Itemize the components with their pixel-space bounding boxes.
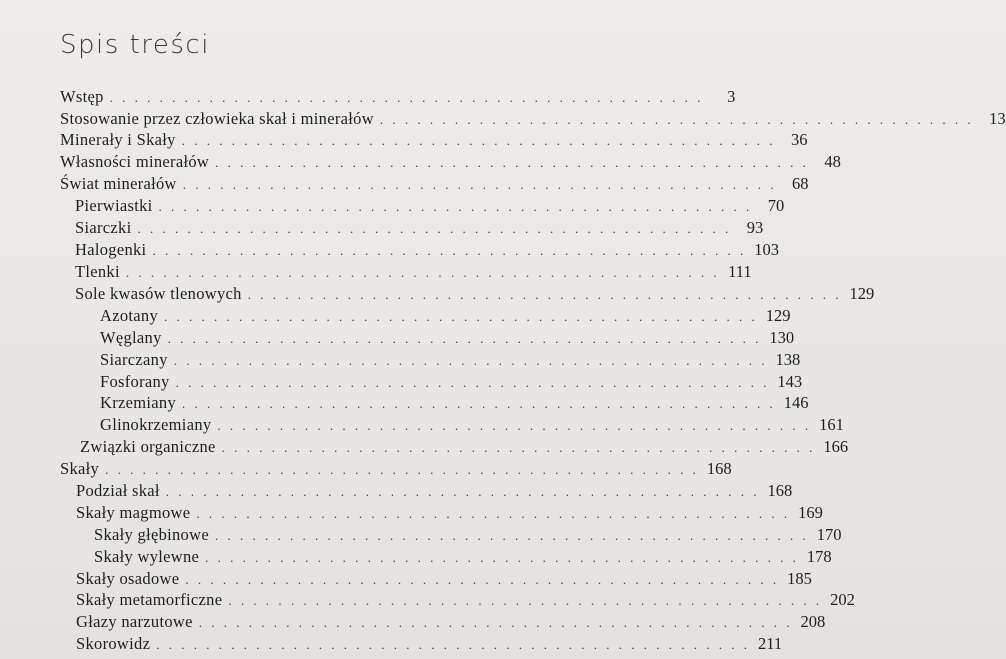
dot-leader: . . . . . . . . . . . . . . . . . . . . . . . . . . . . . . . . . . . . . . . . . . . . . . . . xyxy=(158,199,753,214)
dot-leader: . . . . . . . . . . . . . . . . . . . . . . . . . . . . . . . . . . . . . . . . . . . . . . . . xyxy=(182,396,776,411)
toc-entry xyxy=(75,240,779,262)
toc-entry-label: Skały xyxy=(60,459,100,478)
dot-leader: . . . . . . . . . . . . . . . . . . . . . . . . . . . . . . . . . . . . . . . . . . . . . . . . xyxy=(221,440,816,455)
toc-entry-label: Azotany xyxy=(100,306,158,325)
toc-entry-page: 143 xyxy=(777,372,803,391)
toc-entry-label: Świat minerałów xyxy=(60,174,177,193)
dot-leader: . . . . . . . . . . . . . . . . . . . . . . . . . . . . . . . . . . . . . . . . . . . . . . . . xyxy=(247,287,842,302)
toc-entry xyxy=(100,393,809,415)
toc-entry-page: 170 xyxy=(816,525,842,544)
toc-entry-label: Skały głębinowe xyxy=(94,525,209,544)
toc-entry xyxy=(60,87,736,109)
toc-entry-page: 93 xyxy=(746,218,764,237)
toc-entry-page: 130 xyxy=(769,328,795,347)
toc-entry xyxy=(60,109,1006,131)
toc-entry-page: 178 xyxy=(806,547,832,566)
dot-leader: . . . . . . . . . . . . . . . . . . . . . . . . . . . . . . . . . . . . . . . . . . . . . . . . xyxy=(175,375,770,390)
dot-leader: . . . . . . . . . . . . . . . . . . . . . . . . . . . . . . . . . . . . . . . . . . . . . . . . xyxy=(205,550,799,565)
toc-entry xyxy=(60,130,808,152)
dot-leader: . . . . . . . . . . . . . . . . . . . . . . . . . . . . . . . . . . . . . . . . . . . . . . . . xyxy=(173,353,768,368)
dot-leader: . . . . . . . . . . . . . . . . . . . . . . . . . . . . . . . . . . . . . . . . . . . . . . . . xyxy=(228,593,823,608)
toc-entry xyxy=(100,328,795,350)
dot-leader: . . . . . . . . . . . . . . . . . . . . . . . . . . . . . . . . . . . . . . . . . . . . . . . . xyxy=(182,177,777,192)
toc-entry-page: 166 xyxy=(823,437,849,456)
toc-entry-page: 48 xyxy=(824,152,841,171)
toc-entry xyxy=(100,350,801,372)
toc-entry-label: Podział skał xyxy=(76,481,160,500)
dot-leader: . . . . . . . . . . . . . . . . . . . . . . . . . . . . . . . . . . . . . . . . . . . . . . . . xyxy=(217,418,812,433)
toc-entry-label: Skały osadowe xyxy=(76,569,180,588)
toc-entry-page: 70 xyxy=(767,196,785,215)
toc-entry xyxy=(60,459,732,481)
toc-entry-label: Siarczany xyxy=(100,350,168,369)
toc-entry xyxy=(75,218,764,240)
toc-entry-page: 103 xyxy=(754,240,779,259)
dot-leader: . . . . . . . . . . . . . . . . . . . . . . . . . . . . . . . . . . . . . . . . . . . . . . . . xyxy=(185,572,780,587)
toc-entry xyxy=(76,612,826,634)
toc-entry-page: 211 xyxy=(757,634,783,653)
dot-leader: . . . . . . . . . . . . . . . . . . . . . . . . . . . . . . . . . . . . . . . . . . . . . . . . xyxy=(152,243,747,258)
dot-leader: . . . . . . . . . . . . . . . . . . . . . . . . . . . . . . . . . . . . . . . . . . . . . . . . xyxy=(167,331,762,346)
toc-entry xyxy=(80,437,849,459)
toc-entry-label: Stosowanie przez człowieka skał i minerałów xyxy=(60,109,374,128)
toc-entry xyxy=(100,415,844,437)
toc-entry-page: 146 xyxy=(783,393,809,412)
toc-entry-label: Związki organiczne xyxy=(80,437,216,456)
toc-entry xyxy=(94,547,832,569)
toc-entry-label: Pierwiastki xyxy=(75,196,153,215)
toc-entry-label: Głazy narzutowe xyxy=(76,612,193,631)
toc-entry-page: 168 xyxy=(706,459,732,478)
toc-entry-label: Węglany xyxy=(100,328,162,347)
dot-leader: . . . . . . . . . . . . . . . . . . . . . . . . . . . . . . . . . . . . . . . . . . . . . . . . xyxy=(198,615,793,630)
toc-entry-label: Sole kwasów tlenowych xyxy=(75,284,242,303)
toc-entry-page: 68 xyxy=(792,174,809,193)
dot-leader: . . . . . . . . . . . . . . . . . . . . . . . . . . . . . . . . . . . . . . . . . . . . . . . . xyxy=(137,221,732,236)
dot-leader: . . . . . . . . . . . . . . . . . . . . . . . . . . . . . . . . . . . . . . . . . . . . . . . . xyxy=(165,484,760,499)
toc-entry xyxy=(100,372,803,394)
dot-leader: . . . . . . . . . . . . . . . . . . . . . . . . . . . . . . . . . . . . . . . . . . . . . . . . xyxy=(156,637,750,652)
toc-entry-label: Skorowidz xyxy=(76,634,151,653)
toc-entry xyxy=(76,481,793,503)
dot-leader: . . . . . . . . . . . . . . . . . . . . . . . . . . . . . . . . . . . . . . . . . . . . . . . . xyxy=(196,506,791,521)
toc-entry-label: Skały magmowe xyxy=(76,503,191,522)
toc-entry-page: 202 xyxy=(830,590,855,609)
toc-entry-label: Wstęp xyxy=(60,87,104,106)
toc-entry-page: 3 xyxy=(727,87,736,106)
toc-entry xyxy=(76,569,812,591)
toc-entry xyxy=(75,262,752,284)
toc-entry xyxy=(75,284,875,306)
dot-leader: . . . . . . . . . . . . . . . . . . . . . . . . . . . . . . . . . . . . . . . . . . . . . . . . xyxy=(164,309,758,324)
toc-entry-label: Fosforany xyxy=(100,372,170,391)
toc-entry-page: 169 xyxy=(798,503,823,522)
toc-entry-label: Skały wylewne xyxy=(94,547,200,566)
toc-entry xyxy=(94,525,842,547)
toc-entry-label: Siarczki xyxy=(75,218,132,237)
toc-entry xyxy=(76,634,783,656)
toc-entry-label: Krzemiany xyxy=(100,393,176,412)
toc-entry xyxy=(60,152,841,174)
toc-entry-label: Skały metamorficzne xyxy=(76,590,223,609)
dot-leader: . . . . . . . . . . . . . . . . . . . . . . . . . . . . . . . . . . . . . . . . . . . . . . . . xyxy=(125,265,720,280)
toc-entry xyxy=(100,306,791,328)
dot-leader: . . . . . . . . . . . . . . . . . . . . . . . . . . . . . . . . . . . . . . . . . . . . . . . . xyxy=(181,133,776,148)
toc-entry-page: 129 xyxy=(849,284,875,303)
toc-entry-page: 138 xyxy=(775,350,801,369)
dot-leader: . . . . . . . . . . . . . . . . . . . . . . . . . . . . . . . . . . . . . . . . . . . . . . . . xyxy=(109,90,704,105)
toc-entry-page: 208 xyxy=(800,612,826,631)
toc-entry-page: 36 xyxy=(790,130,808,149)
toc-entry-page: 13 xyxy=(989,109,1006,128)
dot-leader: . . . . . . . . . . . . . . . . . . . . . . . . . . . . . . . . . . . . . . . . . . . . . . . . xyxy=(214,528,809,543)
toc-entry-label: Minerały i Skały xyxy=(60,130,176,149)
toc-entry xyxy=(60,174,809,196)
dot-leader: . . . . . . . . . . . . . . . . . . . . . . . . . . . . . . . . . . . . . . . . . . . . . . . . xyxy=(379,112,974,127)
toc-entry xyxy=(75,196,785,218)
toc-entry xyxy=(76,503,823,525)
toc-entry-page: 185 xyxy=(787,569,812,588)
page-title: Spis treści xyxy=(60,30,210,60)
toc-entry xyxy=(76,590,855,612)
dot-leader: . . . . . . . . . . . . . . . . . . . . . . . . . . . . . . . . . . . . . . . . . . . . . . . . xyxy=(105,462,699,477)
toc-entry-page: 161 xyxy=(819,415,844,434)
toc-entry-label: Halogenki xyxy=(75,240,147,259)
toc-entry-label: Własności minerałów xyxy=(60,152,210,171)
toc-entry-label: Glinokrzemiany xyxy=(100,415,212,434)
toc-entry-page: 111 xyxy=(728,262,752,281)
toc-entry-page: 168 xyxy=(767,481,793,500)
toc-entry-page: 129 xyxy=(765,306,791,325)
dot-leader: . . . . . . . . . . . . . . . . . . . . . . . . . . . . . . . . . . . . . . . . . . . . . . . . xyxy=(215,155,809,170)
toc-entry-label: Tlenki xyxy=(75,262,120,281)
